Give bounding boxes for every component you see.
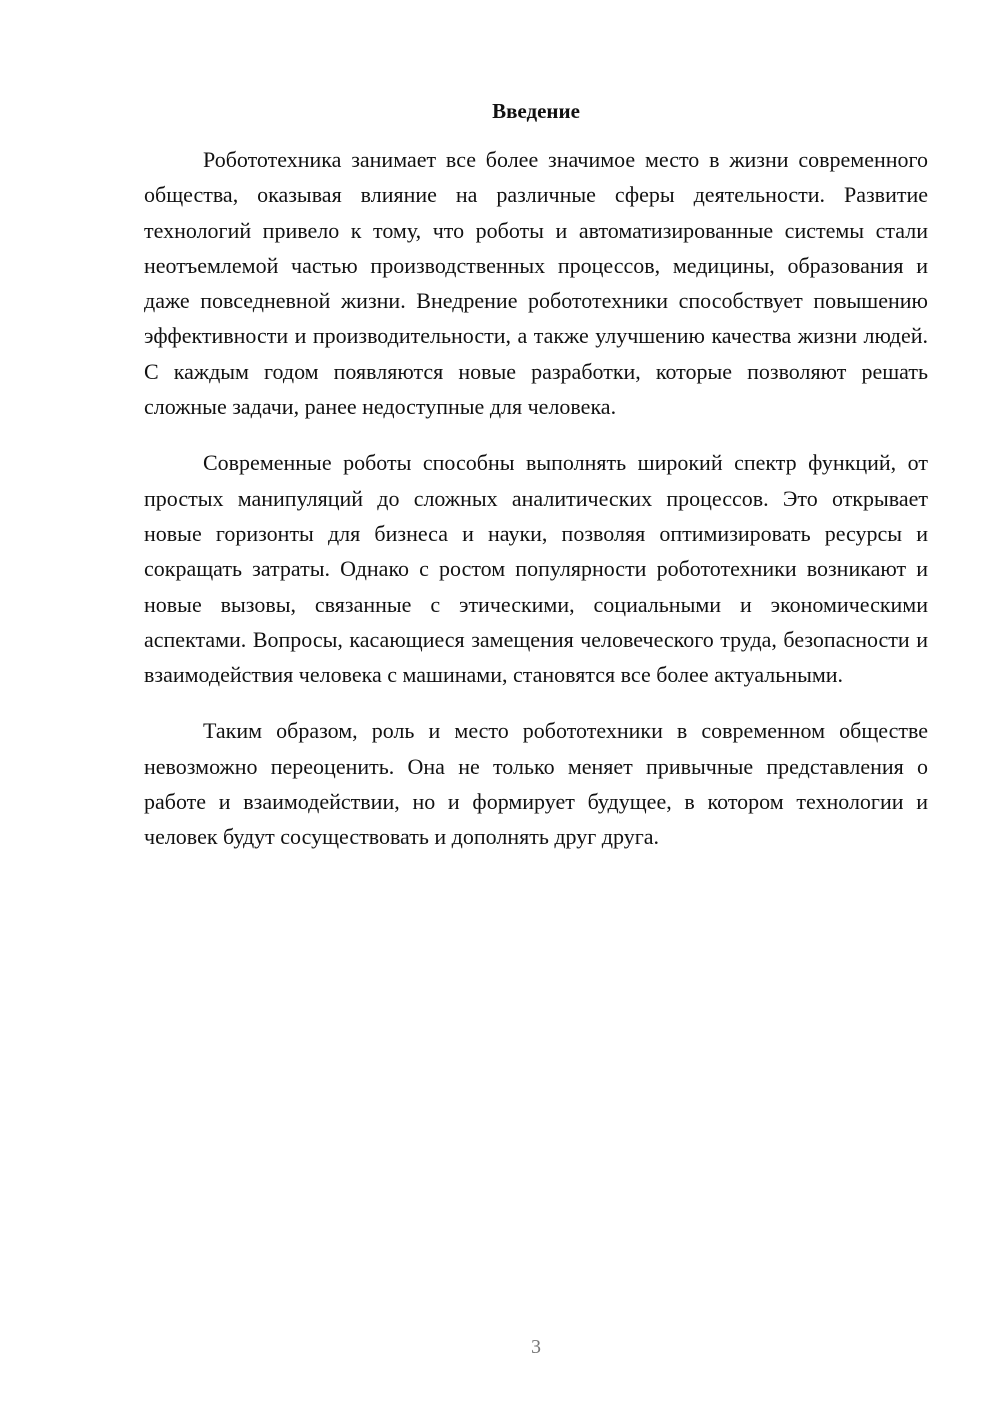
- paragraph-2: Современные роботы способны выполнять широкий спектр функций, от простых манипуляций до сложных аналитических процессов. Это открывает новые горизонты для бизнеса и науки, позволяя оптимизировать ресурсы и сокращать затраты. Однако с ростом популярности робототехники возникают и новые вызовы, связанные с этическими, социальными и экономическими аспектами. Вопросы, касающиеся замещения человеческого труда, безопасности и взаимодействия человека с машинами, становятся все более актуальными.: [144, 450, 928, 688]
- paragraph-1: Робототехника занимает все более значимое место в жизни современного общества, оказывая влияние на различные сферы деятельности. Развитие технологий привело к тому, что роботы и автоматизированные системы стали неотъемлемой частью производственных процессов, медицины, образования и даже повседневной жизни. Внедрение робототехники способствует повышению эффективности и производительности, а также улучшению качества жизни людей. С каждым годом появляются новые разработки, которые позволяют решать сложные задачи, ранее недоступные для человека.: [144, 147, 928, 420]
- page-heading: Введение: [492, 99, 580, 123]
- page-number: 3: [531, 1336, 541, 1358]
- paragraph-3: Таким образом, роль и место робототехники в современном обществе невозможно переоценить. Она не только меняет привычные представления о работе и взаимодействии, но и формирует будущее, в котором технологии и человек будут сосуществовать и дополнять друг друга.: [144, 718, 928, 850]
- document-body: [144, 142, 928, 855]
